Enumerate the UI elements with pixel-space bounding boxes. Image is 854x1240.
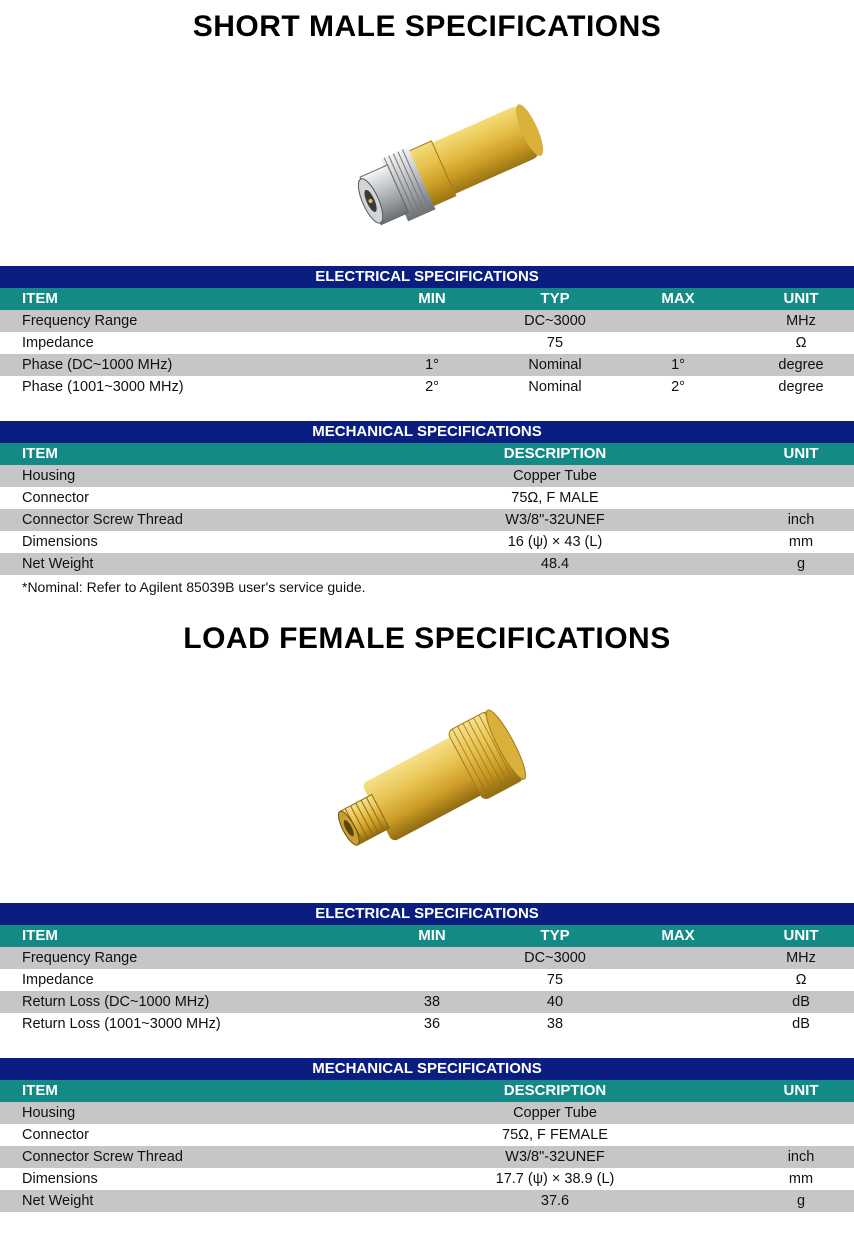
table-title: MECHANICAL SPECIFICATIONS — [0, 421, 854, 443]
cell-item: Frequency Range — [22, 313, 138, 329]
cell-description: 75Ω, F FEMALE — [502, 1127, 608, 1143]
table-row — [0, 947, 854, 969]
short-male-title: SHORT MALE SPECIFICATIONS — [192, 10, 662, 43]
cell-unit — [750, 1102, 852, 1124]
cell-max — [638, 1013, 718, 1035]
cell-unit: inch — [787, 1149, 815, 1165]
header-item: ITEM — [22, 445, 58, 462]
cell-unit: dB — [792, 1016, 810, 1032]
cell-min — [392, 332, 472, 354]
cell-description: 37.6 — [540, 1193, 570, 1209]
cell-max — [638, 310, 718, 332]
cell-max — [638, 991, 718, 1013]
table-row — [0, 310, 854, 332]
cell-typ: Nominal — [528, 379, 582, 395]
cell-unit: mm — [788, 1171, 814, 1187]
header-max: MAX — [661, 290, 695, 307]
cell-item: Connector Screw Thread — [22, 512, 183, 528]
cell-item: Net Weight — [22, 1193, 94, 1209]
cell-typ: DC~3000 — [524, 313, 586, 329]
cell-item: Impedance — [22, 335, 94, 351]
table-row — [0, 1013, 854, 1035]
cell-unit: dB — [792, 994, 810, 1010]
header-unit: UNIT — [783, 445, 819, 462]
cell-unit: degree — [778, 357, 824, 373]
table-row — [0, 1124, 854, 1146]
table-row — [0, 1168, 854, 1190]
header-typ: TYP — [540, 927, 570, 944]
cell-typ: DC~3000 — [524, 950, 586, 966]
cell-description: 16 (ψ) × 43 (L) — [507, 534, 603, 550]
cell-unit — [750, 465, 852, 487]
header-description: DESCRIPTION — [503, 1082, 607, 1099]
table-row — [0, 553, 854, 575]
header-max: MAX — [661, 927, 695, 944]
table-header — [0, 925, 854, 947]
table-row — [0, 991, 854, 1013]
header-unit: UNIT — [783, 290, 819, 307]
load-female-title: LOAD FEMALE SPECIFICATIONS — [183, 622, 671, 655]
cell-unit: g — [796, 1193, 806, 1209]
cell-min: 1° — [425, 357, 439, 373]
cell-item: Return Loss (DC~1000 MHz) — [22, 994, 210, 1010]
cell-item: Dimensions — [22, 1171, 98, 1187]
short-male-connector-image — [320, 90, 560, 250]
table-row — [0, 969, 854, 991]
cell-typ: Nominal — [528, 357, 582, 373]
cell-min: 36 — [423, 1016, 441, 1032]
table-title: ELECTRICAL SPECIFICATIONS — [0, 266, 854, 288]
cell-item: Connector — [22, 1127, 89, 1143]
cell-max — [638, 969, 718, 991]
cell-unit: inch — [787, 512, 815, 528]
table-row — [0, 1146, 854, 1168]
cell-description: Copper Tube — [513, 468, 597, 484]
cell-unit: Ω — [795, 335, 807, 351]
table-row — [0, 376, 854, 398]
cell-unit: degree — [778, 379, 824, 395]
header-typ: TYP — [540, 290, 570, 307]
table-title: MECHANICAL SPECIFICATIONS — [0, 1058, 854, 1080]
cell-max — [638, 947, 718, 969]
cell-typ: 75 — [546, 335, 564, 351]
cell-item: Connector Screw Thread — [22, 1149, 183, 1165]
cell-item: Impedance — [22, 972, 94, 988]
header-item: ITEM — [22, 290, 58, 307]
cell-max — [638, 332, 718, 354]
table-header — [0, 443, 854, 465]
cell-item: Connector — [22, 490, 89, 506]
header-item: ITEM — [22, 1082, 58, 1099]
cell-item: Housing — [22, 468, 76, 484]
table-header — [0, 1080, 854, 1102]
cell-unit: g — [796, 556, 806, 572]
cell-max: 1° — [671, 357, 685, 373]
cell-max: 2° — [671, 379, 685, 395]
cell-min: 38 — [423, 994, 441, 1010]
cell-min — [392, 969, 472, 991]
table-header — [0, 288, 854, 310]
cell-unit — [750, 1124, 852, 1146]
table-row — [0, 1102, 854, 1124]
cell-item: Housing — [22, 1105, 76, 1121]
load-female-electrical-table — [0, 903, 854, 1035]
cell-min — [392, 947, 472, 969]
table-row — [0, 1190, 854, 1212]
table-row — [0, 509, 854, 531]
cell-item: Dimensions — [22, 534, 98, 550]
cell-description: 75Ω, F MALE — [511, 490, 599, 506]
cell-typ: 40 — [546, 994, 564, 1010]
cell-typ: 75 — [546, 972, 564, 988]
cell-unit: mm — [788, 534, 814, 550]
cell-item: Phase (1001~3000 MHz) — [22, 379, 184, 395]
table-row — [0, 465, 854, 487]
cell-description: W3/8"-32UNEF — [505, 1149, 605, 1165]
table-row — [0, 332, 854, 354]
cell-description: 17.7 (ψ) × 38.9 (L) — [495, 1171, 615, 1187]
table-row — [0, 354, 854, 376]
header-item: ITEM — [22, 927, 58, 944]
cell-typ: 38 — [546, 1016, 564, 1032]
cell-unit: MHz — [786, 313, 816, 329]
cell-item: Phase (DC~1000 MHz) — [22, 357, 173, 373]
cell-unit: Ω — [795, 972, 807, 988]
cell-description: W3/8"-32UNEF — [505, 512, 605, 528]
cell-description: Copper Tube — [513, 1105, 597, 1121]
cell-unit: MHz — [786, 950, 816, 966]
header-unit: UNIT — [783, 927, 819, 944]
cell-min: 2° — [425, 379, 439, 395]
header-min: MIN — [418, 927, 446, 944]
load-female-mechanical-table — [0, 1058, 854, 1212]
short-male-mechanical-table — [0, 421, 854, 575]
cell-min — [392, 310, 472, 332]
footnote: *Nominal: Refer to Agilent 85039B user's service guide. — [22, 579, 366, 595]
table-title: ELECTRICAL SPECIFICATIONS — [0, 903, 854, 925]
header-min: MIN — [418, 290, 446, 307]
cell-item: Return Loss (1001~3000 MHz) — [22, 1016, 221, 1032]
cell-unit — [750, 487, 852, 509]
header-unit: UNIT — [783, 1082, 819, 1099]
cell-item: Frequency Range — [22, 950, 138, 966]
load-female-connector-image — [310, 690, 550, 880]
header-description: DESCRIPTION — [503, 445, 607, 462]
cell-description: 48.4 — [540, 556, 570, 572]
cell-item: Net Weight — [22, 556, 94, 572]
table-row — [0, 487, 854, 509]
table-row — [0, 531, 854, 553]
short-male-electrical-table — [0, 266, 854, 398]
